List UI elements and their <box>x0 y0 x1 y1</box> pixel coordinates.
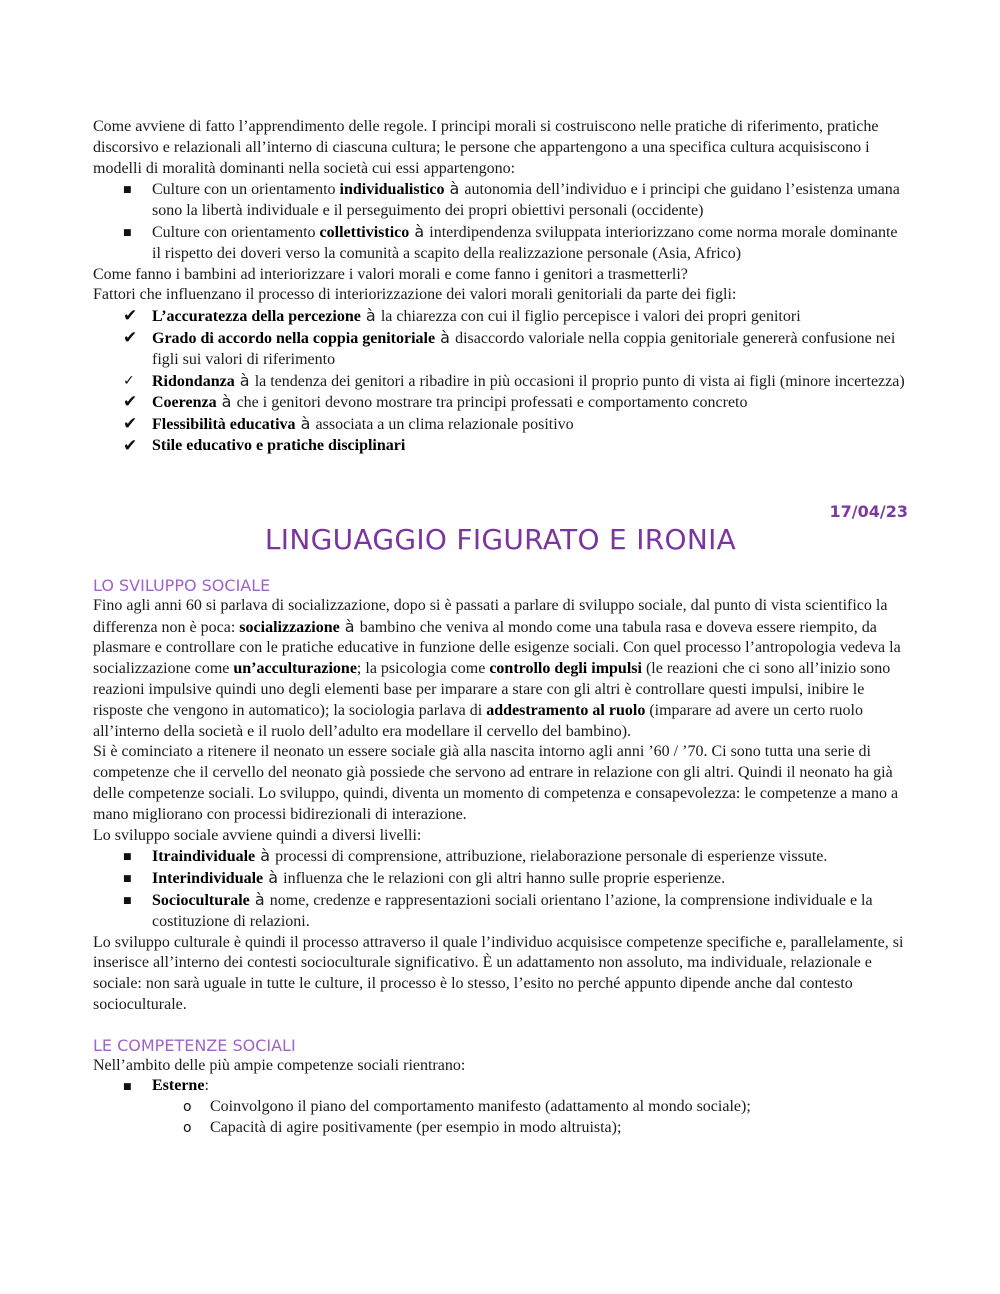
square-bullet-icon: ■ <box>123 227 132 238</box>
paragraph: Si è cominciato a ritenere il neonato un essere sociale già alla nascita intorno agli anni ’60 / ’70. Ci sono tutta una serie di competenze che il cervello del neonato già possiede che servono ad entrare in relazione con gli altri. Quindi il neonato ha già delle competenze sociali. Lo sviluppo, quindi, diventa un momento di competenza e consapevolezza: le competenze a mano a mano migliorano con processi bidirezionali di interazione. <box>93 743 899 823</box>
square-bullet-icon: ■ <box>123 852 132 863</box>
list-item: ■ Culture con orientamento collettivistico à interdipendenza sviluppata interiorizzano come norma morale dominante il rispetto dei doveri verso la comunità a scapito della realizzazione personale (Asia, Africo) <box>123 221 898 262</box>
square-bullet-icon: ■ <box>123 874 132 885</box>
checkmark-icon: ✔ <box>123 392 138 413</box>
list-item: o Coinvolgono il piano del comportamento manifesto (adattamento al mondo sociale); <box>93 1097 908 1118</box>
list-item: ✓ Ridondanza à la tendenza dei genitori a ribadire in più occasioni il proprio punto di vista ai figli (minore incertezza) <box>123 370 905 390</box>
sub-list <box>93 1097 908 1139</box>
checkmark-icon: ✔ <box>123 414 138 435</box>
date-label: 17/04/23 <box>829 501 908 521</box>
document-body <box>93 117 908 1139</box>
paragraph: Lo sviluppo sociale avviene quindi a diversi livelli: <box>93 826 422 844</box>
list-item: ■ Itraindividuale à processi di comprensione, attribuzione, rielaborazione personale di esperienze vissute. <box>93 846 908 868</box>
checkmark-icon: ✔ <box>123 306 138 327</box>
culture-list <box>93 179 908 264</box>
section-heading: LE COMPETENZE SOCIALI <box>93 1035 296 1055</box>
circle-bullet-icon: o <box>183 1120 192 1137</box>
competences-list <box>93 1076 908 1097</box>
paragraph: Nell’ambito delle più ampie competenze sociali rientrano: <box>93 1056 466 1074</box>
page-title: LINGUAGGIO FIGURATO E IRONIA <box>264 522 737 556</box>
checkmark-icon: ✓ <box>123 372 135 389</box>
paragraph: Fino agli anni 60 si parlava di socializzazione, dopo si è passati a parlare di sviluppo sociale, dal punto di vista scientifico la differenza non è poca: socializzazione à bambino che veniva al mondo come una tabula rasa e doveva essere riempito, da plasmare e controllare con le pratiche educative in funzione delle esigenze sociali. Con quel processo l’antropologia vedeva la socializzazione come un’acculturazione; la psicologia come controllo degli impulsi (le reazioni che ci sono all’inizio sono reazioni impulsive quindi uno degli elementi base per imparare a stare con gli altri è controllare questi impulsi, inibire le risposte che vengono in automatico); la sociologia parlava di addestramento al ruolo (imparare ad avere un certo ruolo all’interno della società e il ruolo dell’adulto era modellare il cervello del bambino). <box>93 596 901 740</box>
list-item: ✔ L’accuratezza della percezione à la chiarezza con cui il figlio percepisce i valori dei propri genitori <box>123 306 801 327</box>
paragraph: Come fanno i bambini ad interiorizzare i valori morali e come fanno i genitori a trasmetterli? <box>93 265 688 283</box>
list-item: o Capacità di agire positivamente (per esempio in modo altruista); <box>93 1118 908 1139</box>
list-item: ■ Interindividuale à influenza che le relazioni con gli altri hanno sulle proprie esperienze. <box>93 868 908 890</box>
section-heading: LO SVILUPPO SOCIALE <box>93 575 271 595</box>
paragraph: Fattori che influenzano il processo di interiorizzazione dei valori morali genitoriali da parte dei figli: <box>93 286 737 304</box>
list-item: ■ Esterne: <box>93 1076 908 1097</box>
circle-bullet-icon: o <box>183 1099 192 1116</box>
list-item: ✔ Stile educativo e pratiche disciplinari <box>123 435 406 456</box>
list-item: ✔ Flessibilità educativa à associata a un clima relazionale positivo <box>123 414 574 435</box>
levels-list <box>93 846 908 932</box>
square-bullet-icon: ■ <box>123 1082 132 1093</box>
square-bullet-icon: ■ <box>123 895 132 906</box>
factors-list <box>93 306 908 457</box>
checkmark-icon: ✔ <box>123 435 138 456</box>
checkmark-icon: ✔ <box>123 327 138 348</box>
list-item: ■ Culture con un orientamento individualistico à autonomia dell’individuo e i principi che guidano l’esistenza umana sono la libertà individuale e il perseguimento dei propri obiettivi personali (occidente) <box>123 179 900 220</box>
list-item: ✔ Coerenza à che i genitori devono mostrare tra principi professati e comportamento concreto <box>123 392 748 413</box>
square-bullet-icon: ■ <box>123 185 132 196</box>
paragraph: Come avviene di fatto l’apprendimento delle regole. I principi morali si costruiscono nelle pratiche di riferimento, pratiche discorsivo e relazionali all’interno di ciascuna cultura; le persone che appartengono a una specifica cultura acquisiscono i modelli di moralità dominanti nella società cui essi appartengono: <box>93 118 879 177</box>
list-item: ■ Socioculturale à nome, credenze e rappresentazioni sociali orientano l’azione, la comprensione individuale e la costituzione di relazioni. <box>123 889 873 930</box>
paragraph: Lo sviluppo culturale è quindi il processo attraverso il quale l’individuo acquisisce competenze specifiche e, parallelamente, si inserisce all’interno dei contesti socioculturale significativo. È un adattamento non assoluto, ma individuale, relazionale e sociale: non sarà uguale in tutte le culture, il processo è lo stesso, l’esito no perché appunto dipende anche dal contesto socioculturale. <box>93 933 904 1013</box>
list-item: ✔ Grado di accordo nella coppia genitoriale à disaccordo valoriale nella coppia genitoriale genererà confusione nei figli sui valori di riferimento <box>123 327 896 368</box>
